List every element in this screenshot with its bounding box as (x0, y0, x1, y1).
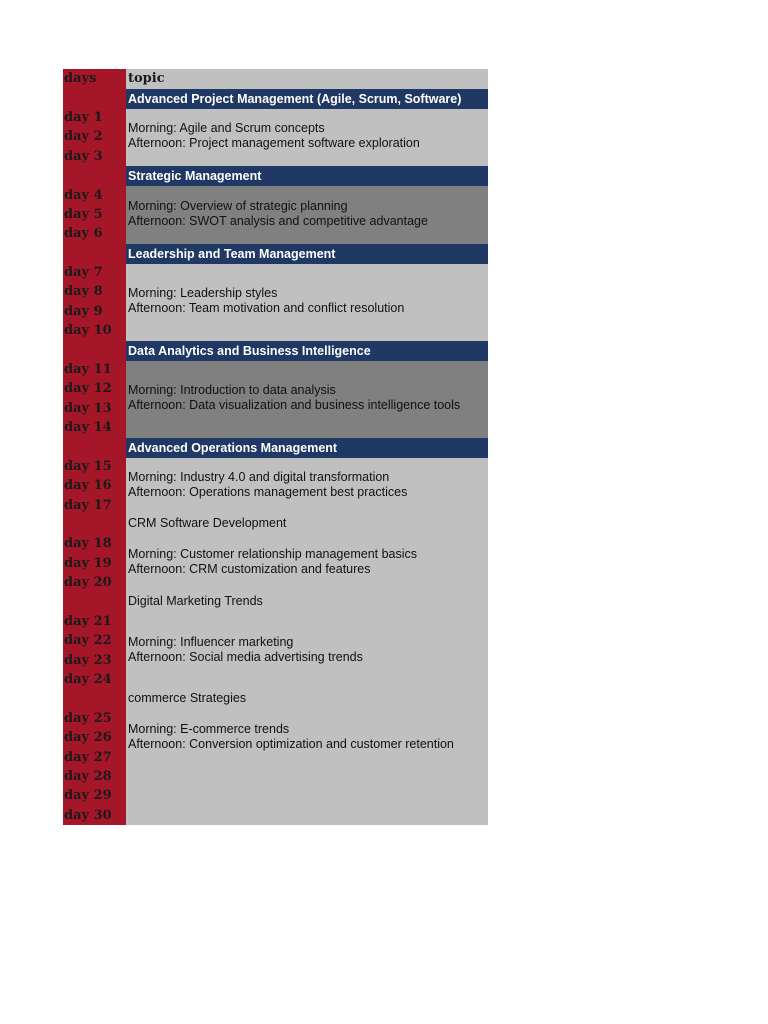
day-label: day 23 (64, 653, 112, 668)
day-label: day 1 (64, 110, 103, 125)
afternoon-session: Afternoon: Data visualization and business intelligence tools (128, 398, 461, 412)
afternoon-session: Afternoon: CRM customization and features (128, 562, 371, 576)
module-title: Leadership and Team Management (128, 247, 336, 261)
day-label: day 8 (64, 284, 103, 299)
day-label: day 27 (64, 750, 112, 765)
day-label: day 28 (64, 769, 112, 784)
afternoon-session: Afternoon: Social media advertising trends (128, 650, 363, 664)
day-label: day 9 (64, 304, 103, 319)
day-label: day 30 (64, 808, 112, 823)
day-label: day 20 (64, 575, 112, 590)
afternoon-session: Afternoon: Project management software exploration (128, 136, 420, 150)
afternoon-session: Afternoon: Conversion optimization and customer retention (128, 737, 454, 751)
morning-session: Morning: Introduction to data analysis (128, 383, 336, 397)
morning-session: Morning: Influencer marketing (128, 635, 294, 649)
day-label: day 4 (64, 188, 103, 203)
day-label: day 18 (64, 536, 112, 551)
day-label: day 13 (64, 401, 112, 416)
afternoon-session: Afternoon: SWOT analysis and competitive advantage (128, 214, 428, 228)
module-title: Advanced Operations Management (128, 441, 338, 455)
day-label: day 16 (64, 478, 112, 493)
morning-session: Morning: Overview of strategic planning (128, 199, 348, 213)
day-label: day 17 (64, 498, 112, 513)
day-label: day 5 (64, 207, 103, 222)
afternoon-session: Afternoon: Team motivation and conflict resolution (128, 301, 405, 315)
day-label: day 14 (64, 420, 112, 435)
day-label: day 29 (64, 788, 112, 803)
day-label: day 12 (64, 381, 112, 396)
day-label: day 10 (64, 323, 112, 338)
afternoon-session: Afternoon: Operations management best practices (128, 485, 408, 499)
day-label: day 11 (64, 362, 112, 377)
days-column-header: days (64, 71, 97, 86)
morning-session: Morning: Agile and Scrum concepts (128, 121, 325, 135)
module-title: Digital Marketing Trends (128, 594, 263, 608)
module-title: Data Analytics and Business Intelligence (128, 344, 371, 358)
day-label: day 15 (64, 459, 112, 474)
schedule-sheet (63, 69, 488, 825)
day-label: day 22 (64, 633, 112, 648)
module-title: CRM Software Development (128, 516, 287, 530)
day-label: day 6 (64, 226, 103, 241)
day-label: day 24 (64, 672, 112, 687)
morning-session: Morning: Industry 4.0 and digital transformation (128, 470, 390, 484)
day-label: day 25 (64, 711, 112, 726)
morning-session: Morning: E-commerce trends (128, 722, 290, 736)
day-label: day 19 (64, 556, 112, 571)
module-title: Advanced Project Management (Agile, Scrum, Software) (128, 92, 462, 106)
day-label: day 2 (64, 129, 103, 144)
module-title: commerce Strategies (128, 691, 247, 705)
module-title: Strategic Management (128, 169, 262, 183)
day-label: day 3 (64, 149, 103, 164)
day-label: day 7 (64, 265, 103, 280)
morning-session: Morning: Leadership styles (128, 286, 278, 300)
morning-session: Morning: Customer relationship management basics (128, 547, 418, 561)
topic-column-header: topic (128, 71, 165, 86)
day-label: day 26 (64, 730, 112, 745)
day-label: day 21 (64, 614, 112, 629)
